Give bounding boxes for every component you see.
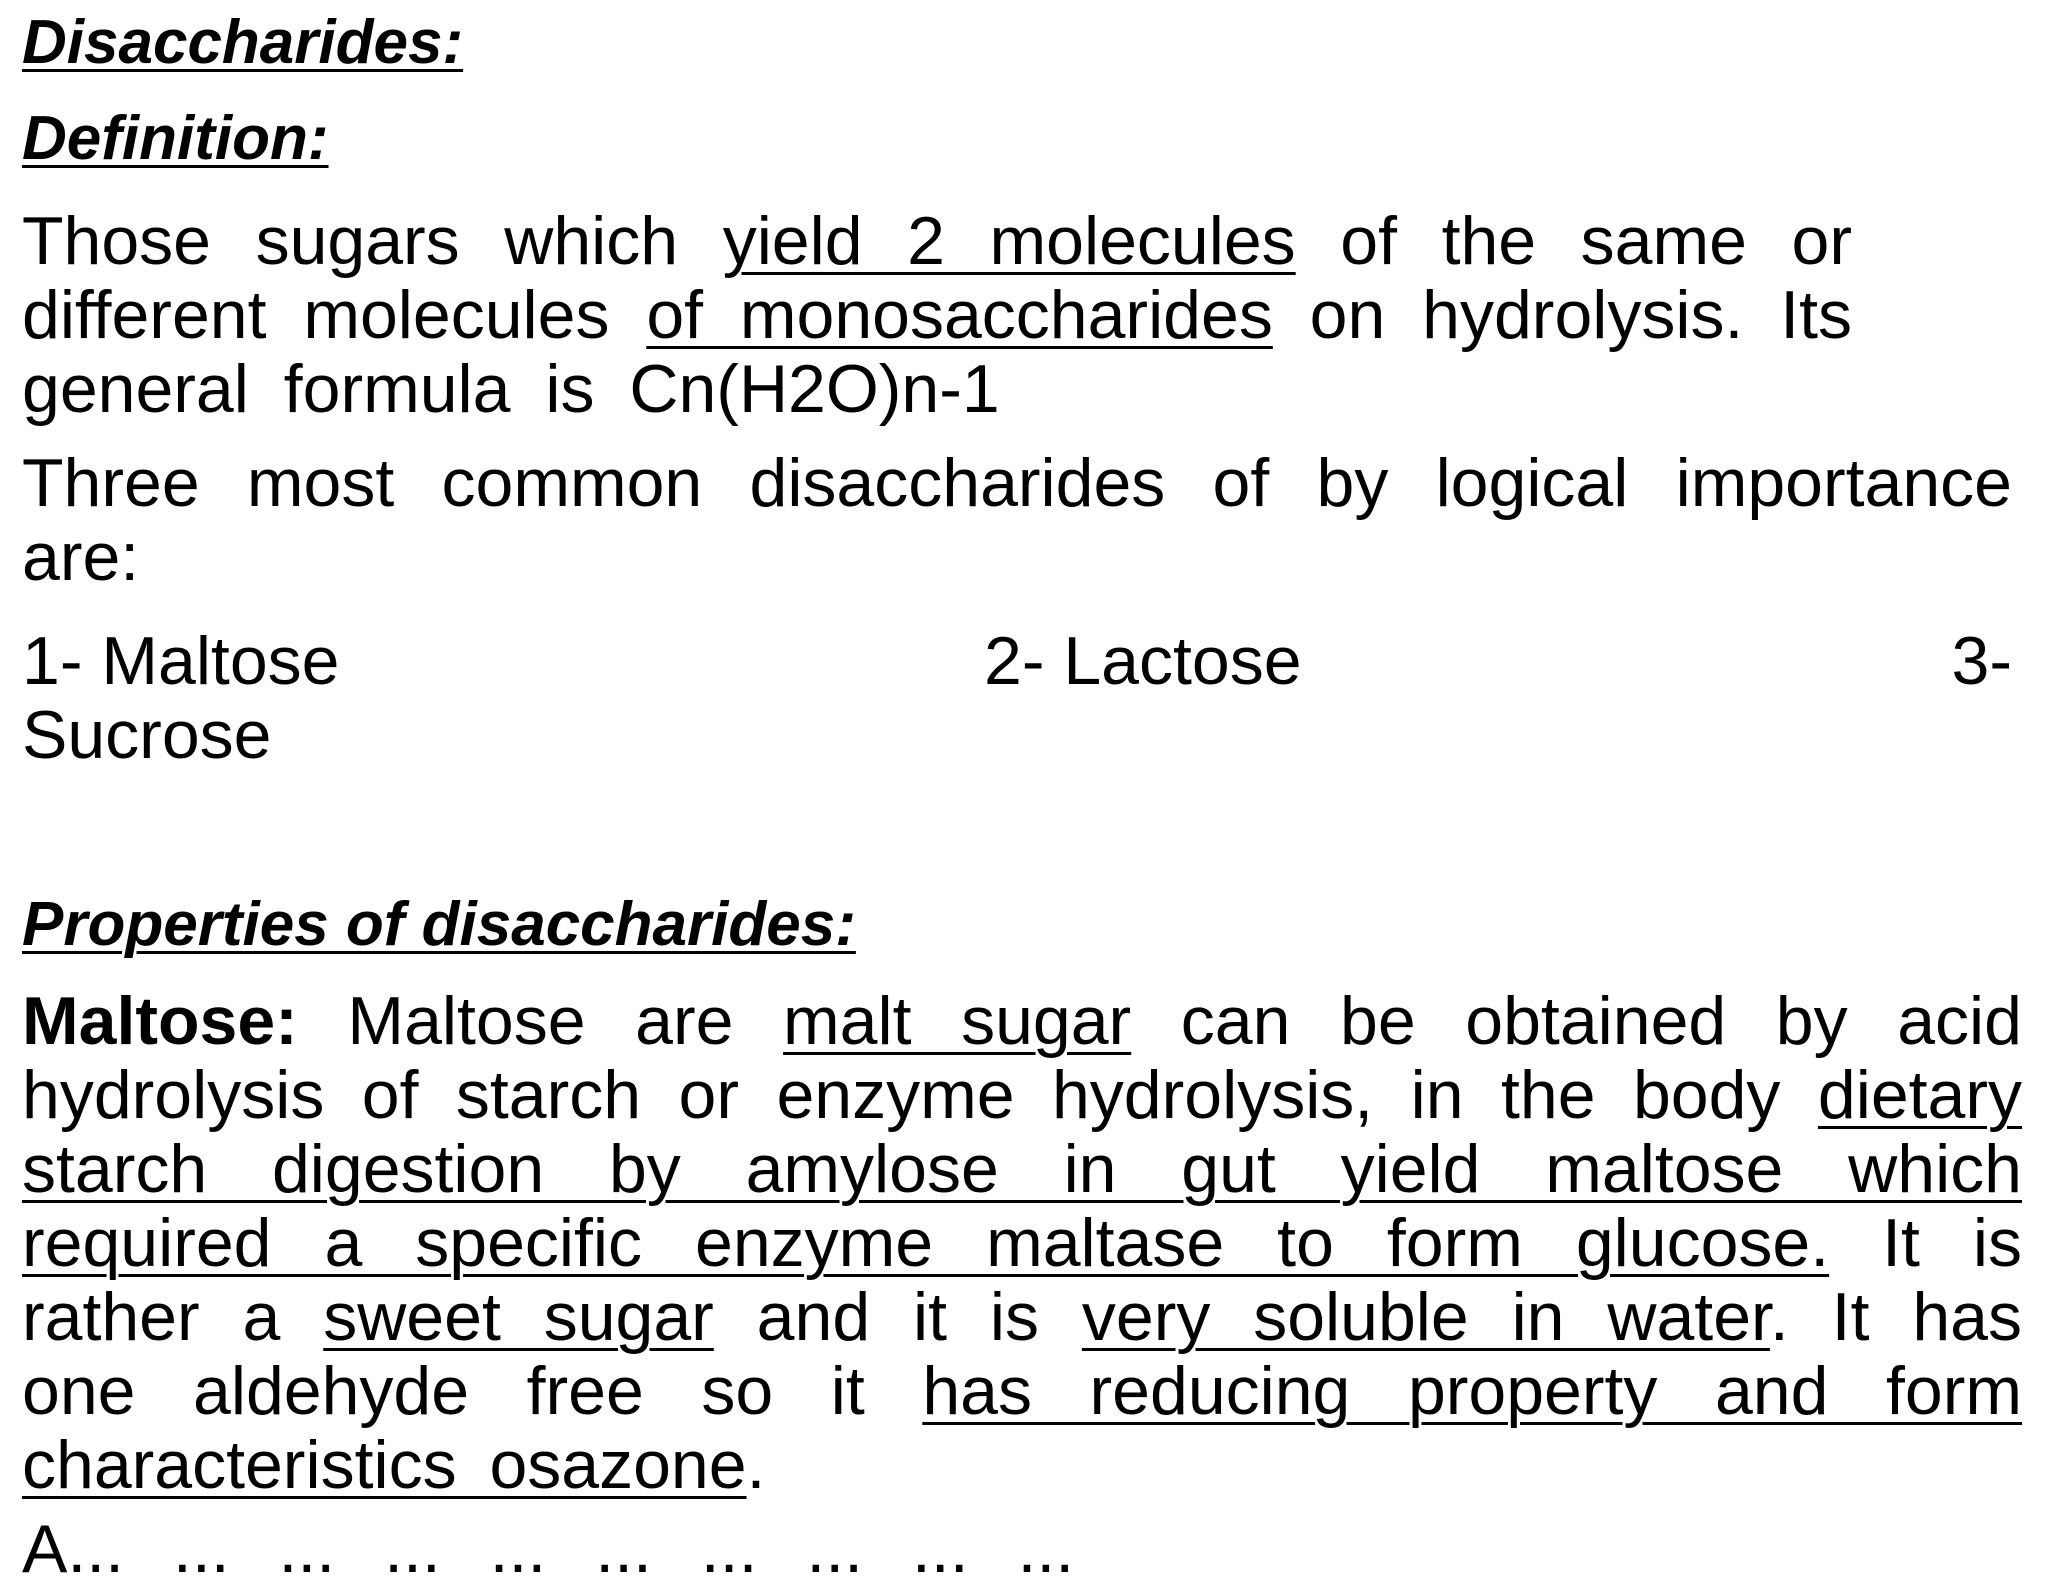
- definition-underline-monosaccharides: of monosaccharides: [646, 277, 1273, 353]
- list-item-maltose: 1- Maltose: [22, 623, 340, 699]
- maltose-underline-reducing: has reducing property and form characteristics osazone: [22, 1353, 2022, 1503]
- definition-paragraph: [22, 204, 1852, 426]
- definition-underline-yield: yield 2 molecules: [722, 203, 1296, 279]
- maltose-text-5: . It has one aldehyde free so it: [22, 1279, 2022, 1429]
- cut-off-text-line: A... ... ... ... ... ... ... ... ... ...: [22, 1511, 1075, 1587]
- list-item-sucrose-number: 3-: [1951, 623, 2012, 699]
- maltose-text-6: .: [746, 1427, 766, 1503]
- maltose-text-4: and it is: [713, 1279, 1082, 1355]
- maltose-text-3: It is rather a: [22, 1205, 2023, 1355]
- maltose-text-1: Maltose are: [297, 983, 784, 1059]
- definition-text-1: Those sugars which: [22, 203, 723, 279]
- maltose-underline-sweet-sugar: sweet sugar: [323, 1279, 714, 1355]
- maltose-label: Maltose:: [22, 983, 298, 1059]
- maltose-underline-soluble: very soluble in water: [1081, 1279, 1770, 1355]
- list-item-lactose: 2- Lactose: [984, 623, 1302, 699]
- definition-text-3: on hydrolysis. Its general formula is Cn(H2O)n-1: [22, 277, 1853, 427]
- heading-definition: Definition:: [22, 104, 329, 173]
- maltose-paragraph: [22, 984, 2022, 1502]
- heading-disaccharides: Disaccharides:: [22, 8, 464, 77]
- document-page: [22, 0, 2023, 1587]
- list-item-sucrose-name: Sucrose: [22, 697, 272, 773]
- maltose-underline-malt-sugar: malt sugar: [783, 983, 1132, 1059]
- three-common-paragraph: Three most common disaccharides of by logical importance are:: [22, 445, 2012, 595]
- heading-properties: Properties of disaccharides:: [22, 890, 856, 959]
- maltose-underline-digestion: dietary starch digestion by amylose in gut yield maltose which required a specific enzyme maltase to form glucose.: [22, 1057, 2022, 1281]
- disaccharide-list: [22, 624, 2012, 698]
- maltose-text-2: can be obtained by acid hydrolysis of starch or enzyme hydrolysis, in the body: [22, 983, 2022, 1133]
- definition-text-2: of the same or different molecules: [22, 203, 1853, 353]
